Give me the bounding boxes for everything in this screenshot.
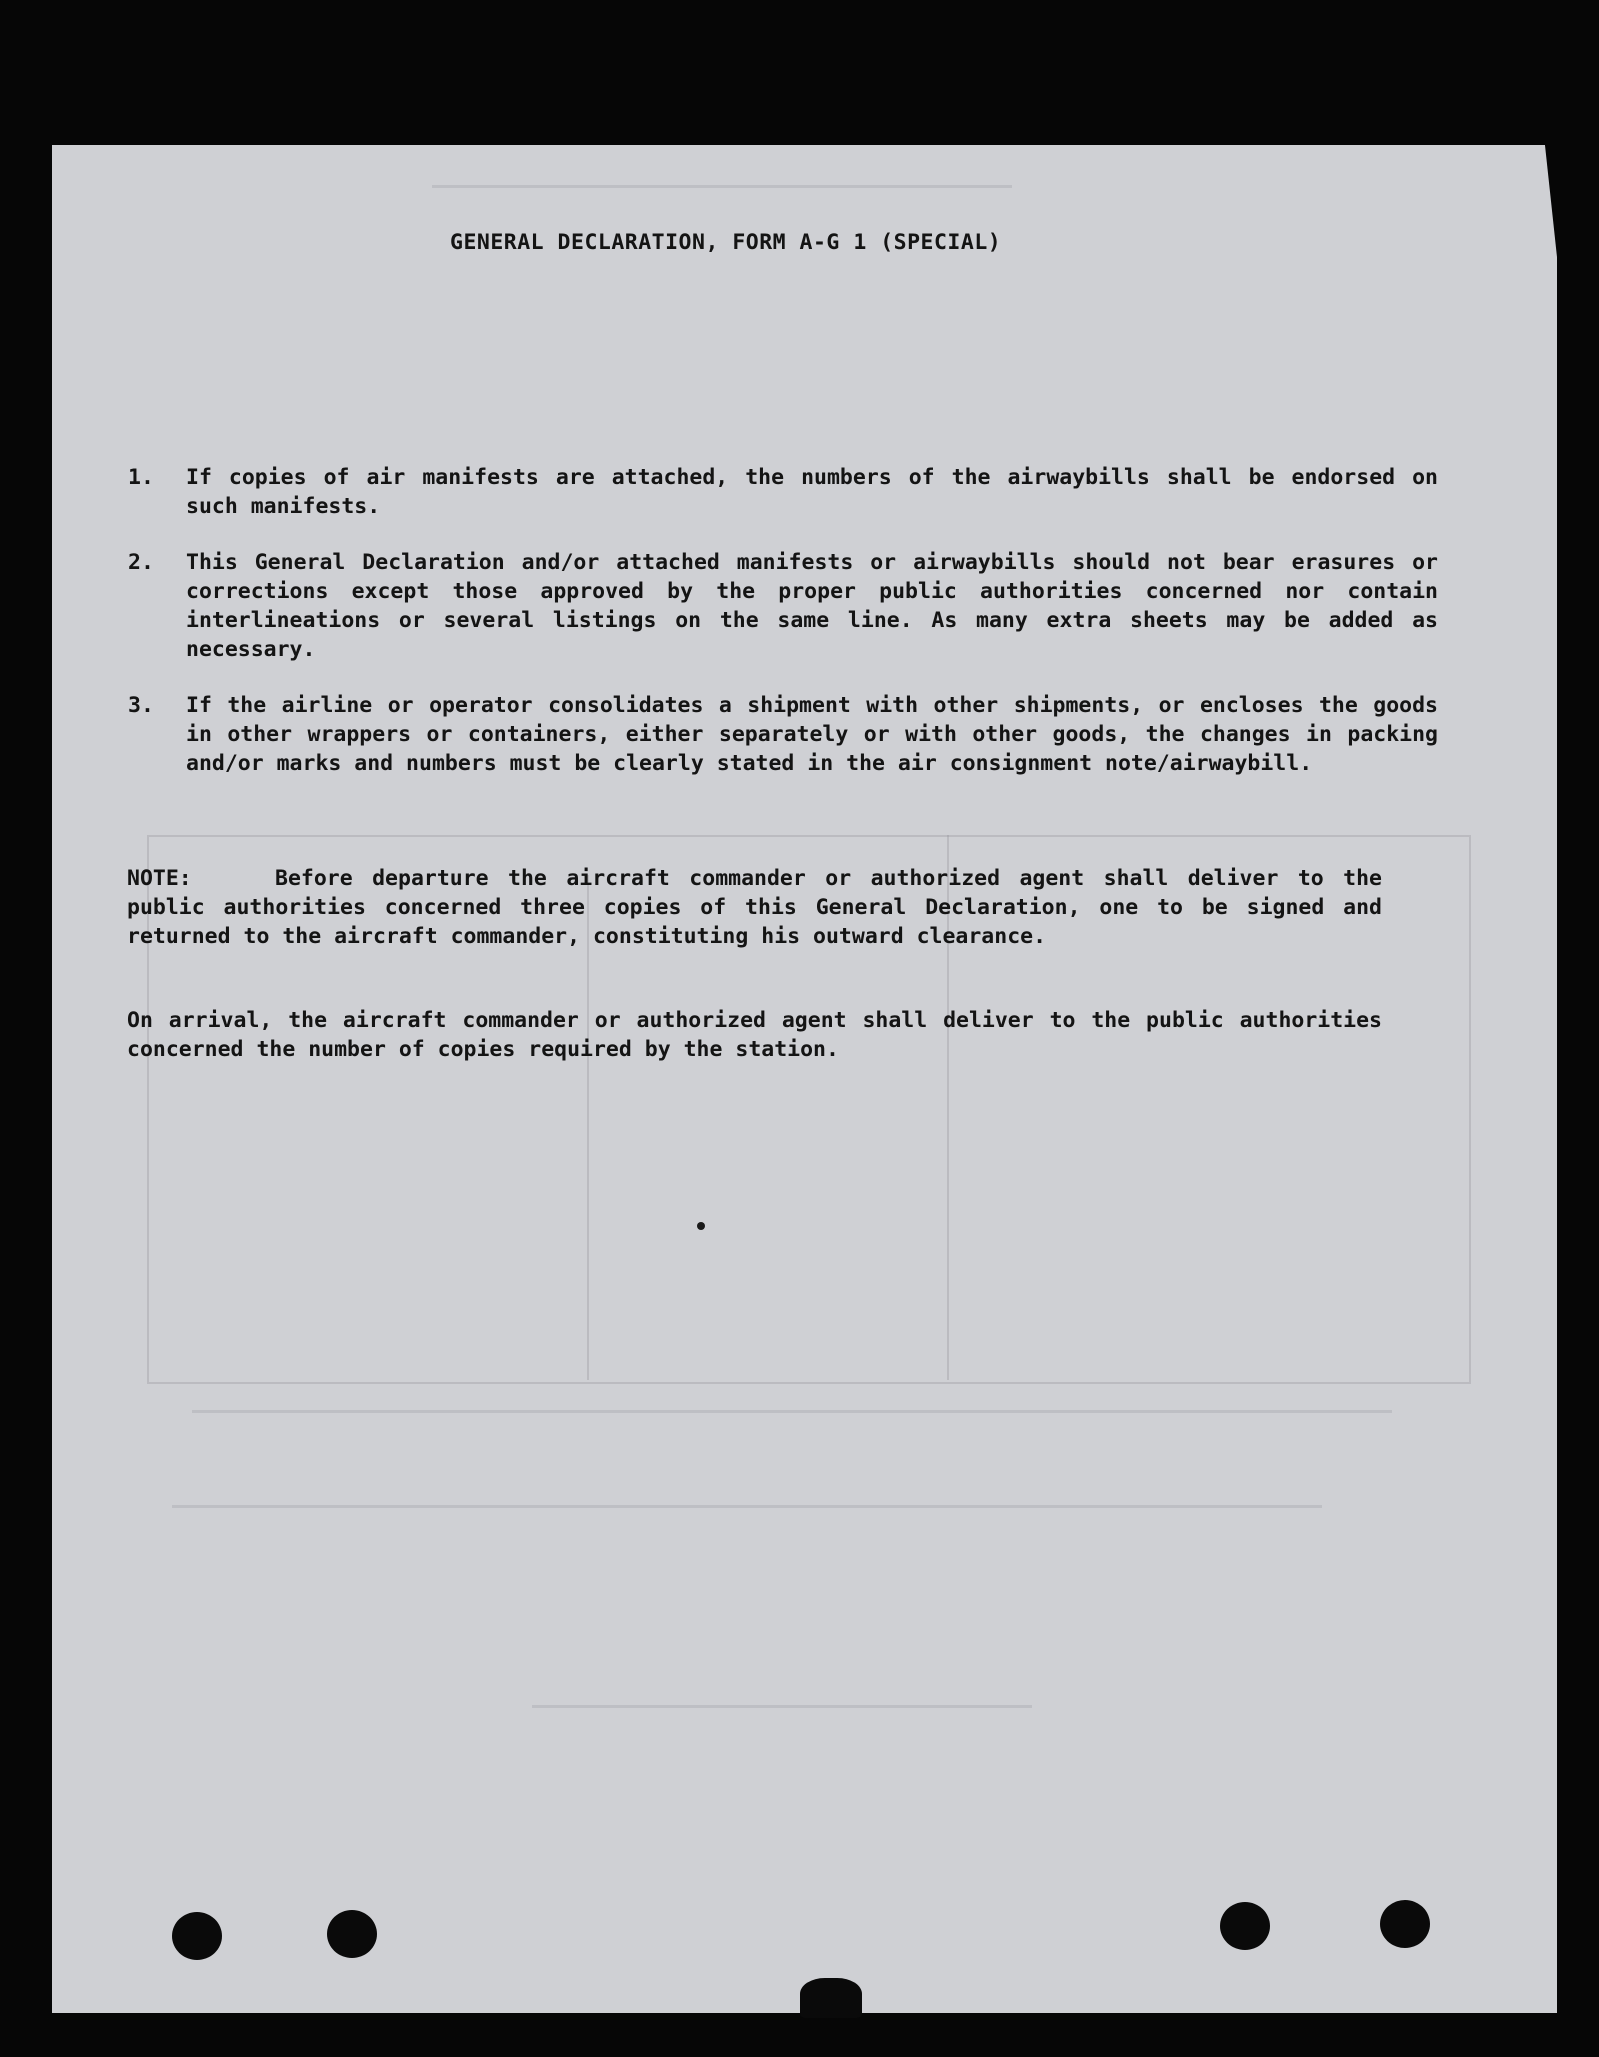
punch-hole (1380, 1900, 1430, 1948)
item-number: 3. (128, 693, 154, 718)
item-text: If the airline or operator consolidates a shipment with other shipments, or encloses the goods in other wrappers or containers, either separately or with other goods, the changes in packing and/or marks and numbers must be clearly stated in the air consignment note/airwaybill. (186, 693, 1438, 776)
list-item (128, 691, 1438, 778)
punch-hole (172, 1912, 222, 1960)
paper-tear (800, 1978, 862, 2018)
punch-hole (1220, 1902, 1270, 1950)
item-number: 2. (128, 550, 154, 575)
punch-hole (327, 1910, 377, 1958)
page-title: GENERAL DECLARATION, FORM A-G 1 (SPECIAL) (450, 230, 1002, 255)
ink-speck (697, 1222, 705, 1230)
list-item (128, 548, 1438, 664)
note-label: NOTE: (127, 866, 192, 891)
note-text: Before departure the aircraft commander or authorized agent shall deliver to the public authorities concerned three copies of this General Declaration, one to be signed and returned to the aircraft commander, constituting his outward clearance. (127, 866, 1382, 949)
item-text: If copies of air manifests are attached, the numbers of the airwaybills shall be endorsed on such manifests. (186, 465, 1438, 519)
item-number: 1. (128, 465, 154, 490)
list-item (128, 463, 1438, 521)
arrival-paragraph: On arrival, the aircraft commander or authorized agent shall deliver to the public authorities concerned the number of copies required by the station. (127, 1008, 1382, 1062)
item-text: This General Declaration and/or attached manifests or airwaybills should not bear erasures or corrections except those approved by the proper public authorities concerned nor contain interlineations or several listings on the same line. As many extra sheets may be added as necessary. (186, 550, 1438, 662)
note-paragraph (127, 864, 1382, 951)
